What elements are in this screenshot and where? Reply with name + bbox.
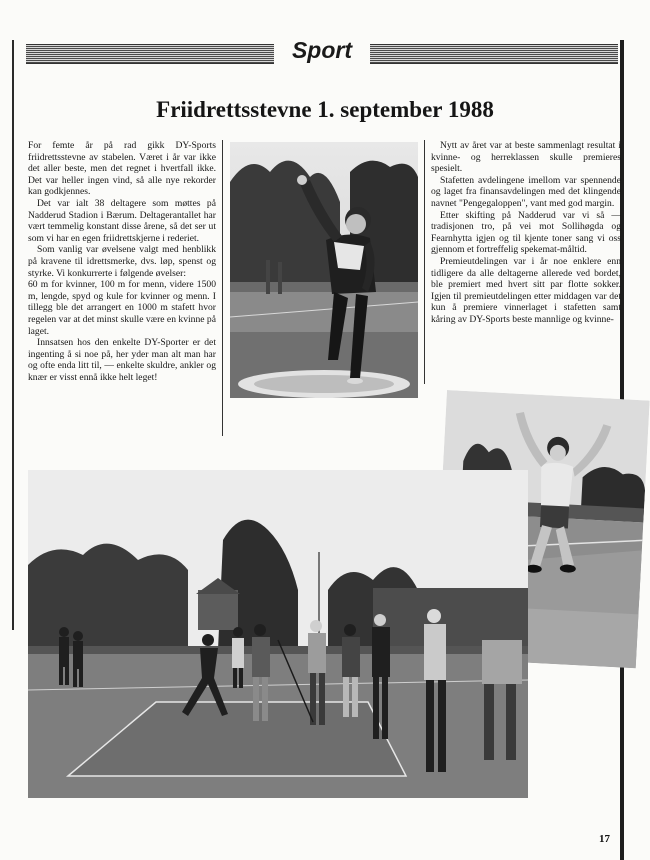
article-column-left (28, 140, 216, 383)
page-edge-left (12, 40, 14, 630)
shot-put-photo (230, 142, 418, 398)
paragraph: 60 m for kvinner, 100 m for menn, videre 1500 m, lengde, spyd og kule for kvinner og menn. I tillegg ble det arrangert en 1000 m stafett hvor regelen var at det minst skulle være en kvinne på laget. (28, 279, 216, 337)
article-column-right (431, 140, 621, 326)
paragraph: Som vanlig var øvelsene valgt med henblikk på kravene til idrettsmerke, dvs. løp, spenst og styrke. Vi konkurrerte i følgende øvelser: (28, 244, 216, 279)
paragraph: Stafetten avdelingene imellom var spennende og laget fra finansavdelingen med det klingende navnet "Pengegaloppen", vant med god margin. (431, 174, 621, 209)
section-label: Sport (274, 36, 370, 64)
column-rule (424, 140, 425, 384)
paragraph: Innsatsen hos den enkelte DY-Sporter er det ingenting å si noe på, her yder man alt man har og ofte enda litt til, — enkelte skuldre, ankler og knær er visst ennå ikke helt leget! (28, 337, 216, 383)
group-field-photo (28, 470, 528, 798)
paragraph: Nytt av året var at beste sammenlagt resultat i kvinne- og herreklassen skulle premieres spesielt. (431, 140, 621, 175)
paragraph: Etter skifting på Nadderud var vi så — tradisjonen tro, på vei mot Sollihøgda og Fearnhytta igjen og til kjente toner sang vi oss gjennom et fortreffelig spekemat-måltid. (431, 209, 621, 256)
paragraph: Premieutdelingen var i år noe enklere enn tidligere da alle deltagerne allerede ved bordet, ble premiert med hvert sitt par flotte sokker. Igjen til premieutdelingen etter middagen var det kun å premiere vinnerlaget i stafetten samt kåring av DY-Sports beste mannlige og kvinne- (431, 255, 621, 325)
paragraph: For femte år på rad gikk DY-Sports friidrettsstevne av stabelen. Været i år var ikke det aller beste, men det regnet i hvertfall ikke. Det var heller ingen vind, så alle nye rekorder kan godkjennes. (28, 140, 216, 198)
page-number: 17 (599, 833, 610, 845)
paragraph: Det var ialt 38 deltagere som møttes på Nadderud Stadion i Bærum. Deltagerantallet har vært temmelig konstant disse årene, så det ser ut som vi har en egen friidrettskjerne i rederiet. (28, 197, 216, 244)
article-title: Friidrettsstevne 1. september 1988 (156, 97, 494, 122)
column-rule (222, 140, 223, 436)
